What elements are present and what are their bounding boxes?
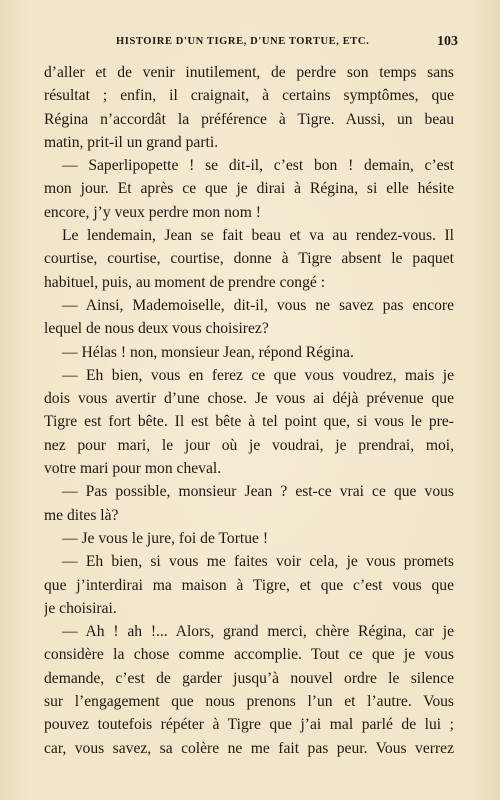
text-line: lequel de nous deux vous choisirez?	[44, 320, 269, 338]
text-line: résultat ; enfin, il craignait, à certains symptômes, que	[44, 87, 454, 105]
text-line: matin, prit-il un grand parti.	[44, 133, 219, 151]
text-line: pouvez toutefois répéter à Tigre que j’ai mal parlé de lui ;	[44, 716, 454, 734]
text-line: que j’interdirai ma maison à Tigre, et que c’est vous que	[44, 576, 454, 594]
text-line: me dites là?	[44, 506, 119, 524]
page-number: 103	[437, 34, 458, 49]
text-line: Le lendemain, Jean se fait beau et va au rendez-vous. Il	[62, 227, 454, 245]
text-line: Régina n’accordât la préférence à Tigre. Aussi, un beau	[44, 110, 454, 128]
text-line: encore, j’y veux perdre mon nom !	[44, 203, 261, 221]
text-line: — Je vous le jure, foi de Tortue !	[62, 529, 269, 547]
text-line: habituel, puis, au moment de prendre congé :	[44, 273, 326, 291]
text-line: dois vous avertir d’une chose. Je vous ai déjà prévenue que	[44, 390, 454, 408]
text-line: je choisirai.	[44, 599, 117, 617]
text-line: considère la chose comme accomplie. Tout ce que je vous	[44, 646, 454, 664]
text-line: mon jour. Et après ce que je dirai à Régina, si elle hésite	[44, 180, 454, 198]
text-line: — Hélas ! non, monsieur Jean, répond Régina.	[62, 343, 354, 361]
text-line: car, vous savez, sa colère ne me fait pas peur. Vous verrez	[44, 739, 454, 757]
text-line: d’aller et de venir inutilement, de perdre son temps sans	[44, 64, 454, 81]
body-text	[44, 61, 454, 760]
text-line: — Pas possible, monsieur Jean ? est-ce vrai ce que vous	[62, 483, 454, 501]
text-line: Tigre est fort bête. Il est bête à tel point que, si vous le pre-	[44, 413, 454, 431]
text-line: demande, c’est de garder jusqu’à nouvel ordre le silence	[44, 669, 454, 687]
text-line: nez pour mari, le jour où je voudrai, je prendrai, moi,	[44, 436, 454, 454]
text-line: — Ainsi, Mademoiselle, dit-il, vous ne savez pas encore	[62, 296, 454, 314]
text-line: sur l’engagement que nous prenons l’un et l’autre. Vous	[44, 693, 454, 711]
text-line: — Eh bien, si vous me faites voir cela, je vous promets	[62, 553, 454, 571]
text-line: votre mari pour mon cheval.	[44, 460, 222, 478]
text-line: courtise, courtise, courtise, donne à Tigre absent le paquet	[44, 250, 454, 268]
text-line: — Eh bien, vous en ferez ce que vous voudrez, mais je	[62, 366, 454, 384]
running-head	[44, 36, 462, 52]
text-line: — Saperlipopette ! se dit-il, c’est bon ! demain, c’est	[62, 157, 454, 175]
running-title: HISTOIRE D'UN TIGRE, D'UNE TORTUE, ETC.	[116, 36, 370, 47]
text-line: — Ah ! ah !... Alors, grand merci, chère Régina, car je	[62, 623, 454, 641]
